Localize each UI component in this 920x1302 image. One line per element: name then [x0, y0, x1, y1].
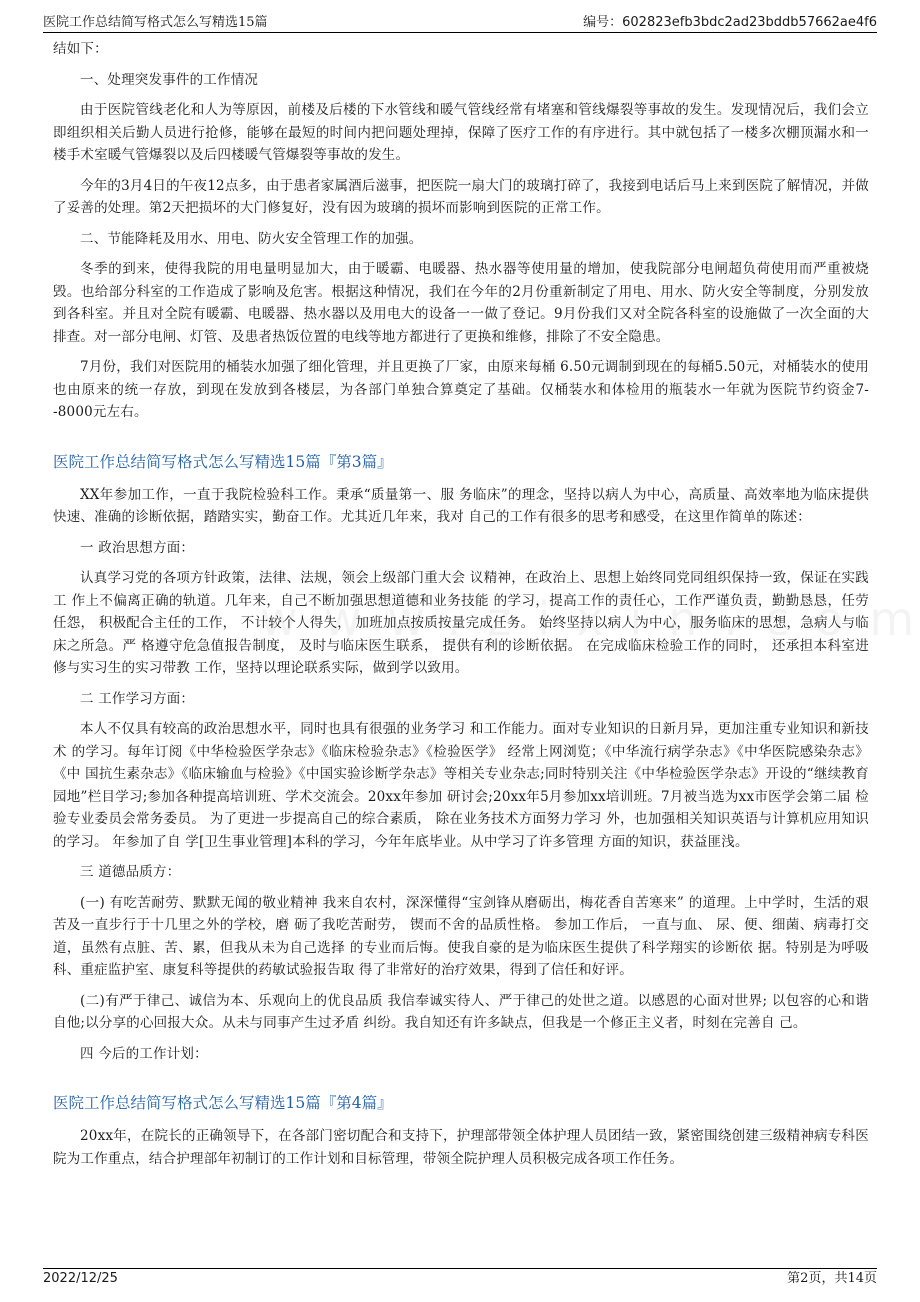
paragraph: 20xx年，在院长的正确领导下，在各部门密切配合和支持下，护理部带领全体护理人员团结一致，紧密围绕创建三级精神病专科医院为工作重点，结合护理部年初制订的工作计划和目标管理，带领全院护理人员积极完成各项工作任务。 [53, 1128, 869, 1167]
paragraph: 冬季的到来，使得我院的用电量明显加大，由于暖霸、电暖器、热水器等使用量的增加，使我院部分电闸超负荷使用而严重被烧毁。也给部分科室的工作造成了影响及危害。根据这种情况，我们在今年的2月份重新制定了用电、用水、防火安全等制度，分别发放到各科室。并且对全院有暖霸、电暖器、热水器以及用电大的设备一一做了登记。9月份我们又对全院各科室的设施做了一次全面的大排查。对一部分电闸、灯管、及患者热饭位置的电线等地方都进行了更换和维修，排除了不安全隐患。 [53, 261, 869, 345]
header-doc-number: 编号：602823efb3bdc2ad23bddb57662ae4f6 [583, 15, 877, 30]
paragraph: XX年参加工作，一直于我院检验科工作。秉承“质量第一、服 务临床”的理念，坚持以病人为中心，高质量、高效率地为临床提供 快速、准确的诊断依据，踏踏实实，勤奋工作。尤其近几年来，我对 自己的工作有很多的思考和感受，在这里作简单的陈述： [53, 486, 869, 525]
paragraph: 二 工作学习方面： [80, 690, 195, 707]
footer-date: 2022/12/25 [43, 1271, 118, 1286]
header-title: 医院工作总结简写格式怎么写精选15篇 [43, 15, 268, 30]
paragraph: 本人不仅具有较高的政治思想水平，同时也具有很强的业务学习 和工作能力。面对专业知识的日新月异，更加注重专业知识和新技术 的学习。每年订阅《中华检验医学杂志》《临床检验杂志》《检验医学》 经常上网浏览；《中华流行病学杂志》《中华医院感染杂志》《中 国抗生素杂志》《临床输血与检验》《中国实验诊断学杂志》等相关专业杂志;同时特别关注《中华检验医学杂志》开设的“继续教育园地”栏目学习;参加各种提高培训班、学术交流会。20xx年参加 研讨会;20xx年5月参加xx培训班。7月被当选为xx市医学会第二届 检验专业委员会常务委员。 为了更进一步提高自己的综合素质， 除在业务技术方面努力学习 外，也加强相关知识英语与计算机应用知识的学习。 年参加了自 学[卫生事业管理]本科的学习，今年年底毕业。从中学习了许多管理 方面的知识，获益匪浅。 [53, 721, 869, 850]
paragraph: 三 道德品质方： [80, 864, 181, 880]
paragraph: 今年的3月4日的午夜12点多，由于患者家属酒后滋事，把医院一扇大门的玻璃打碎了，我接到电话后马上来到医院了解情况，并做了妥善的处理。第2天把损坏的大门修复好，没有因为玻璃的损坏而影响到医院的正常工作。 [53, 177, 869, 216]
paragraph: (一) 有吃苦耐劳、默默无闻的敬业精神 我来自农村，深深懂得“宝剑锋从磨砺出，梅花香自苦寒来” 的道理。上中学时，生活的艰苦及一直步行于十几里之外的学校，磨 砺了我吃苦耐劳， 锲而不舍的品质性格。 参加工作后， 一直与血、 尿、便、细菌、病毒打交道，虽然有点脏、苦、累，但我从未为自己选择 的专业而后悔。使我自豪的是为临床医生提供了科学翔实的诊断依 据。特别是为呼吸科、重症监护室、康复科等提供的药敏试验报告取 得了非常好的治疗效果，得到了信任和好评。 [53, 894, 869, 978]
paragraph: 7月份，我们对医院用的桶装水加强了细化管理，并且更换了厂家，由原来每桶 6.50元调制到现在的每桶5.50元，对桶装水的使用也由原来的统一存放，到现在发放到各楼层，为各部门单独合算奠定了基础。仅桶装水和体检用的瓶装水一年就为医院节约资金7--8000元左右。 [53, 359, 869, 420]
page-footer [43, 1268, 877, 1290]
paragraph: 一、处理突发事件的工作情况 [80, 71, 259, 88]
paragraph: 认真学习党的各项方针政策，法律、法规，领会上级部门重大会 议精神，在政治上、思想上始终同党同组织保持一致，保证在实践工 作上不偏离正确的轨道。几年来，自己不断加强思想道德和业务技能 的学习，提高工作的责任心，工作严谨负责，勤勤恳恳，任劳任怨， 积极配合主任的工作， 不计较个人得失， 加班加点按质按量完成任务。 始终坚持以病人为中心，服务临床的思想，急病人与临床之所急。严 格遵守危急值报告制度， 及时与临床医生联系， 提供有利的诊断依据。 在完成临床检验工作的同时， 还承担本科室进修与实习生的实习带教 工作，坚持以理论联系实际，做到学以致用。 [53, 570, 869, 676]
paragraph: 由于医院管线老化和人为等原因，前楼及后楼的下水管线和暖气管线经常有堵塞和管线爆裂等事故的发生。发现情况后，我们会立即组织相关后勤人员进行抢修，能够在最短的时间内把问题处理掉，保障了医疗工作的有序进行。其中就包括了一楼多次棚顶漏水和一楼手术室暖气管爆裂以及后四楼暖气管爆裂等事故的发生。 [53, 102, 869, 163]
footer-page-info: 第2页，共14页 [787, 1271, 877, 1286]
page-header [43, 12, 877, 33]
paragraph: 一 政治思想方面： [80, 539, 195, 556]
paragraph: 四 今后的工作计划： [80, 1045, 208, 1062]
paragraph: (二)有严于律己、诚信为本、乐观向上的优良品质 我信奉诚实待人、严于律己的处世之道。以感恩的心面对世界; 以包容的心和谐自他;以分享的心回报大众。从未与同事产生过矛盾 纠纷。我自知还有许多缺点，但我是一个修正主义者，时刻在完善自 己。 [53, 992, 869, 1031]
document-body [53, 38, 869, 1260]
paragraph: 二、节能降耗及用水、用电、防火安全管理工作的加强。 [80, 230, 423, 247]
section-heading: 医院工作总结简写格式怎么写精选15篇『第3篇』 [53, 452, 393, 471]
section-heading: 医院工作总结简写格式怎么写精选15篇『第4篇』 [53, 1094, 393, 1112]
paragraph: 结如下： [53, 41, 108, 57]
